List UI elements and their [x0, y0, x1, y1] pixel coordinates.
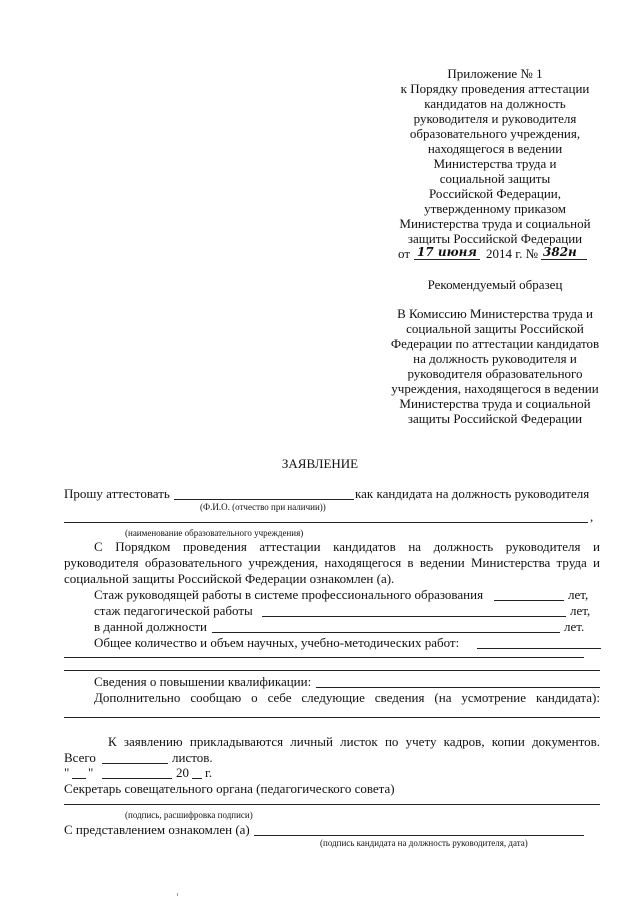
appendix-line: руководителя и руководителя — [413, 111, 577, 126]
addressee-line: учреждения, находящегося в ведении — [391, 381, 599, 396]
exp-position-label: в данной должности — [94, 619, 207, 634]
date-day-field — [72, 778, 86, 779]
addressee-line: защиты Российской Федерации — [407, 411, 583, 426]
date-year-field — [192, 778, 202, 779]
exp-position-unit: лет. — [564, 619, 585, 634]
addressee-line: Министерства труда и социальной — [399, 396, 591, 411]
additional-info-field — [64, 717, 600, 718]
sample-label: Рекомендуемый образец — [427, 277, 563, 292]
qualification-field — [316, 687, 600, 688]
addressee-line: на должность руководителя и — [413, 351, 577, 366]
secretary-signature-caption: (подпись, расшифровка подписи) — [125, 810, 253, 820]
total-sheets-field — [102, 763, 168, 764]
appendix-line: Российской Федерации, — [429, 186, 561, 201]
appendix-line: образовательного учреждения, — [409, 126, 581, 141]
appendix-line: находящегося в ведении — [427, 141, 563, 156]
works-count-field — [477, 648, 601, 649]
candidate-signature-field — [254, 835, 584, 836]
candidate-signature-caption: (подпись кандидата на должность руководителя, дата) — [320, 838, 528, 848]
appendix-line: защиты Российской Федерации — [407, 231, 583, 246]
scan-mark — [177, 893, 178, 896]
acquainted-label: С представлением ознакомлен (а) — [64, 822, 250, 837]
qualification-label: Сведения о повышении квалификации: — [94, 674, 312, 689]
procedure-line-3: социальной защиты Российской Федерации ознакомлен (а). — [64, 571, 395, 586]
exp-position-field — [212, 632, 560, 633]
fio-caption: (Ф.И.О. (отчество при наличии)) — [200, 502, 326, 512]
date-year-suffix: г. — [205, 765, 213, 780]
date-close-quote: " — [88, 765, 94, 780]
addressee-line: В Комиссию Министерства труда и — [397, 306, 593, 321]
org-caption: (наименование образовательного учреждения) — [125, 528, 304, 538]
date-month-field — [102, 778, 172, 779]
appendix-line: Министерства труда и социальной — [399, 216, 591, 231]
attachments-text: К заявлению прикладываются личный листок по учету кадров, копии документов. — [108, 734, 600, 749]
works-count-label: Общее количество и объем научных, учебно-методических работ: — [94, 635, 460, 650]
request-prefix: Прошу аттестовать — [64, 486, 170, 501]
procedure-line-2: руководителя образовательного учреждения, находящегося в ведении Министерства труда и — [64, 555, 600, 570]
total-prefix: Всего — [64, 750, 96, 765]
appendix-line: к Порядку проведения аттестации — [400, 81, 590, 96]
date-open-quote: " — [64, 765, 70, 780]
addressee-line: Федерации по аттестации кандидатов — [390, 336, 600, 351]
appendix-date-year: 2014 г. № — [486, 246, 539, 261]
org-field-line — [64, 522, 588, 523]
appendix-date-handwritten: 17 июня — [417, 245, 477, 259]
procedure-line-1: С Порядком проведения аттестации кандидатов на должность руководителя и — [94, 539, 600, 554]
appendix-order-number: 382н — [543, 245, 577, 259]
org-line-comma: , — [590, 509, 594, 524]
total-suffix: листов. — [172, 750, 213, 765]
appendix-line: кандидатов на должность — [424, 96, 566, 111]
works-extra-line — [64, 657, 584, 658]
date-year-prefix: 20 — [176, 765, 189, 780]
addressee-line: социальной защиты Российской — [406, 321, 584, 336]
exp-teaching-field — [262, 616, 566, 617]
exp-management-unit: лет, — [568, 587, 589, 602]
request-suffix: как кандидата на должность руководителя — [355, 486, 590, 501]
appendix-line: Приложение № 1 — [447, 66, 543, 81]
exp-teaching-label: стаж педагогической работы — [94, 603, 253, 618]
addressee-line: руководителя образовательного — [407, 366, 583, 381]
exp-management-field — [494, 600, 564, 601]
additional-info-label: Дополнительно сообщаю о себе следующие сведения (на усмотрение кандидата): — [94, 690, 600, 705]
appendix-line: Министерства труда и — [433, 156, 557, 171]
secretary-label: Секретарь совещательного органа (педагогического совета) — [64, 781, 395, 796]
appendix-date-prefix: от — [398, 246, 411, 261]
fio-field-line — [174, 499, 354, 500]
exp-management-label: Стаж руководящей работы в системе профессионального образования — [94, 587, 484, 602]
secretary-signature-field — [64, 804, 600, 805]
exp-teaching-unit: лет, — [570, 603, 591, 618]
document-title: ЗАЯВЛЕНИЕ — [281, 456, 359, 471]
appendix-line: утвержденному приказом — [424, 201, 566, 216]
works-extra-line — [64, 670, 600, 671]
appendix-line: социальной защиты — [439, 171, 551, 186]
